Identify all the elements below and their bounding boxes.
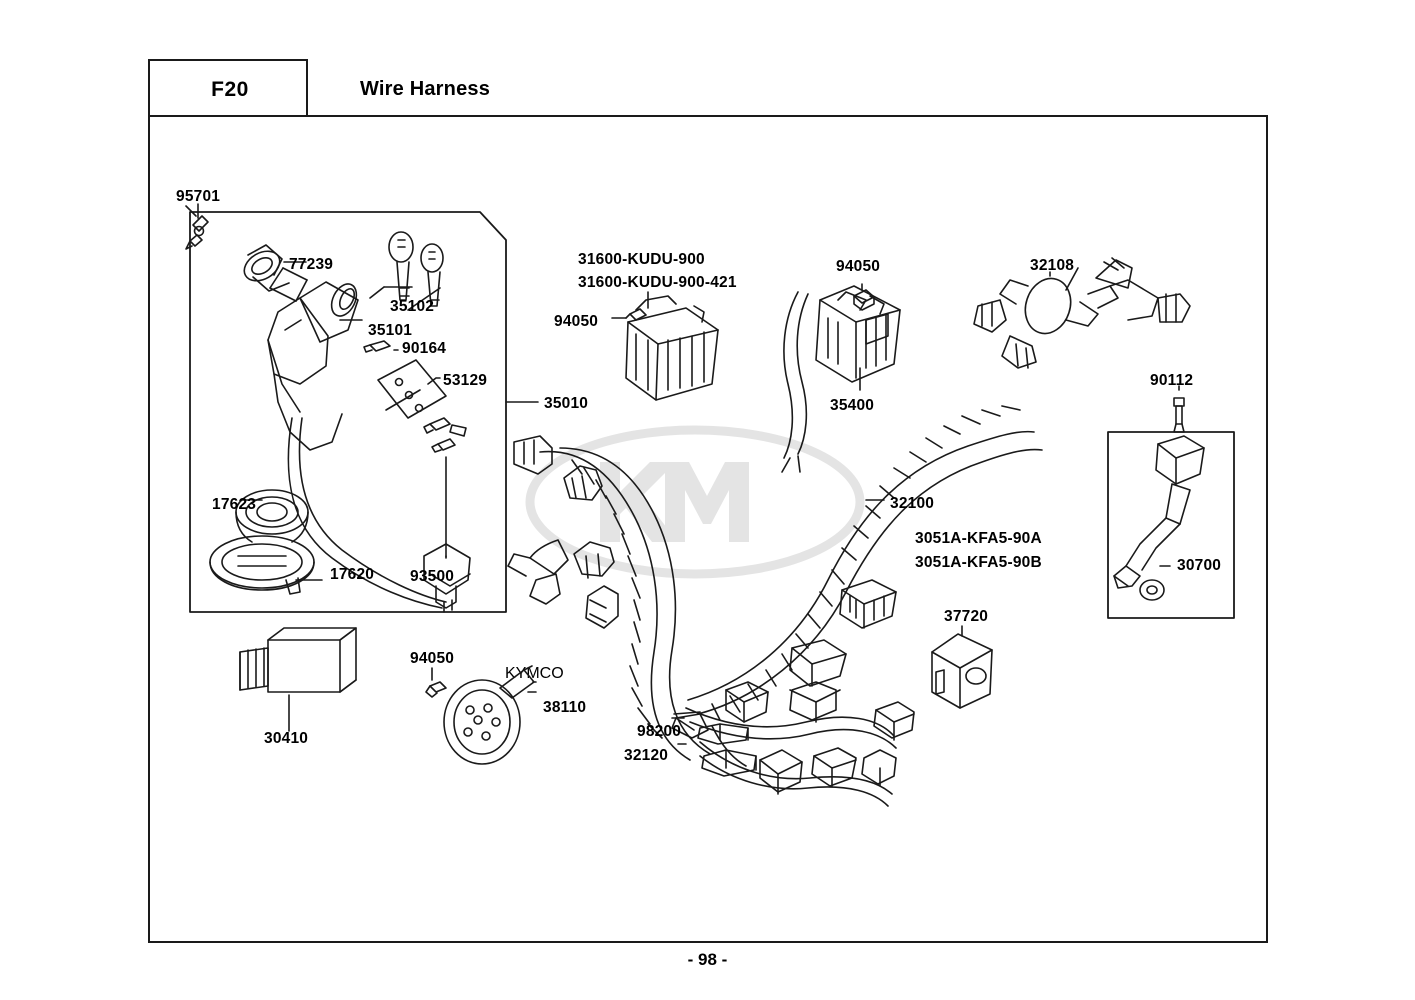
- kymco-watermark: KYMCO: [505, 420, 885, 660]
- part-label-31600-kudu-900: 31600-KUDU-900: [578, 251, 705, 268]
- part-label-32100: 32100: [890, 495, 935, 512]
- page-title: Wire Harness: [360, 78, 491, 100]
- part-label-94050-horn: 94050: [410, 650, 455, 667]
- part-label-17620: 17620: [330, 566, 375, 583]
- part-label-35101: 35101: [368, 322, 413, 339]
- part-label-93500: 93500: [410, 568, 455, 585]
- part-label-37720: 37720: [944, 608, 989, 625]
- part-label-3051a-kfa5-90b: 3051A-KFA5-90B: [915, 554, 1042, 571]
- part-label-94050-switch: 94050: [836, 258, 881, 275]
- section-code-box: [148, 59, 308, 117]
- part-label-90164: 90164: [402, 340, 447, 357]
- part-label-94050-regulator: 94050: [554, 313, 599, 330]
- part-label-32120: 32120: [624, 747, 669, 764]
- part-label-95701: 95701: [176, 188, 221, 205]
- part-label-3051a-kfa5-90a: 3051A-KFA5-90A: [915, 530, 1042, 547]
- section-code: F20: [211, 78, 249, 101]
- part-label-35102: 35102: [390, 298, 435, 315]
- part-label-35010: 35010: [544, 395, 589, 412]
- part-label-77239: 77239: [289, 256, 334, 273]
- part-label-31600-kudu-900-421: 31600-KUDU-900-421: [578, 274, 737, 291]
- part-label-30410: 30410: [264, 730, 309, 747]
- part-label-30700: 30700: [1177, 557, 1222, 574]
- part-label-98200: 98200: [637, 723, 682, 740]
- part-label-17623: 17623: [212, 496, 257, 513]
- part-label-32108: 32108: [1030, 257, 1075, 274]
- part-label-90112: 90112: [1150, 372, 1194, 389]
- page-number: - 98 -: [687, 950, 728, 969]
- part-label-35400: 35400: [830, 397, 875, 414]
- part-label-38110: 38110: [543, 699, 587, 716]
- part-label-53129: 53129: [443, 372, 488, 389]
